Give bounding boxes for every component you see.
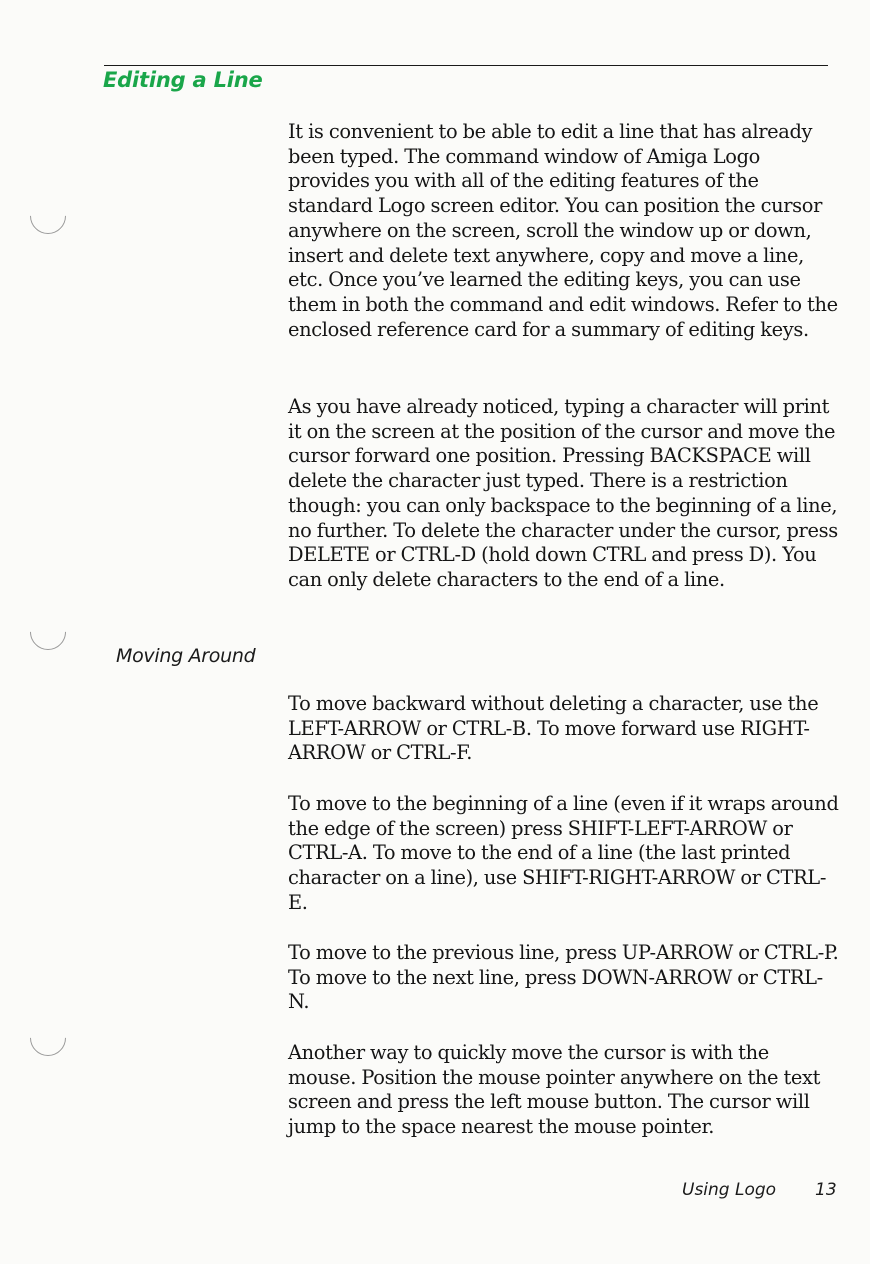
footer-book-title: Using Logo — [682, 1180, 777, 1200]
body-text-block — [288, 120, 840, 342]
paragraph: To move to the beginning of a line (even if it wraps around the edge of the screen) press SHIFT-LEFT-ARROW or CTRL-A. To move to the end of a line (the last printed character on a line), use SHIFT-RIGHT-ARROW or CTRL-E. — [288, 792, 839, 914]
section-title: Editing a Line — [103, 68, 263, 92]
body-text-block — [288, 792, 840, 916]
body-text-block — [288, 941, 840, 1015]
subheading: Moving Around — [116, 645, 256, 667]
paragraph: To move backward without deleting a character, use the LEFT-ARROW or CTRL-B. To move forward use RIGHT-ARROW or CTRL-F. — [288, 692, 819, 765]
header-rule — [104, 65, 828, 66]
binder-hole-mark — [23, 191, 74, 242]
paragraph: As you have already noticed, typing a character will print it on the screen at the position of the cursor and move the cursor forward one position. Pressing BACKSPACE will delete the character just typed. There is a restriction though: you can only backspace to the beginning of a line, no further. To delete the character under the cursor, press DELETE or CTRL-D (hold down CTRL and press D). You can only delete characters to the end of a line. — [288, 395, 838, 591]
body-text-block — [288, 692, 840, 766]
paragraph: To move to the previous line, press UP-ARROW or CTRL-P. To move to the next line, press DOWN-ARROW or CTRL-N. — [288, 941, 839, 1014]
paragraph: It is convenient to be able to edit a line that has already been typed. The command window of Amiga Logo provides you with all of the editing features of the standard Logo screen editor. You can position the cursor anywhere on the screen, scroll the window up or down, insert and delete text anywhere, copy and move a line, etc. Once you’ve learned the editing keys, you can use them in both the command and edit windows. Refer to the enclosed reference card for a summary of editing keys. — [288, 120, 838, 341]
footer-page-number: 13 — [815, 1180, 837, 1200]
paragraph: Another way to quickly move the cursor is with the mouse. Position the mouse pointer anywhere on the text screen and press the left mouse button. The cursor will jump to the space nearest the mouse pointer. — [288, 1041, 821, 1139]
binder-hole-mark — [23, 607, 74, 658]
binder-hole-mark — [23, 1013, 74, 1064]
body-text-block — [288, 395, 840, 593]
body-text-block — [288, 1041, 840, 1140]
